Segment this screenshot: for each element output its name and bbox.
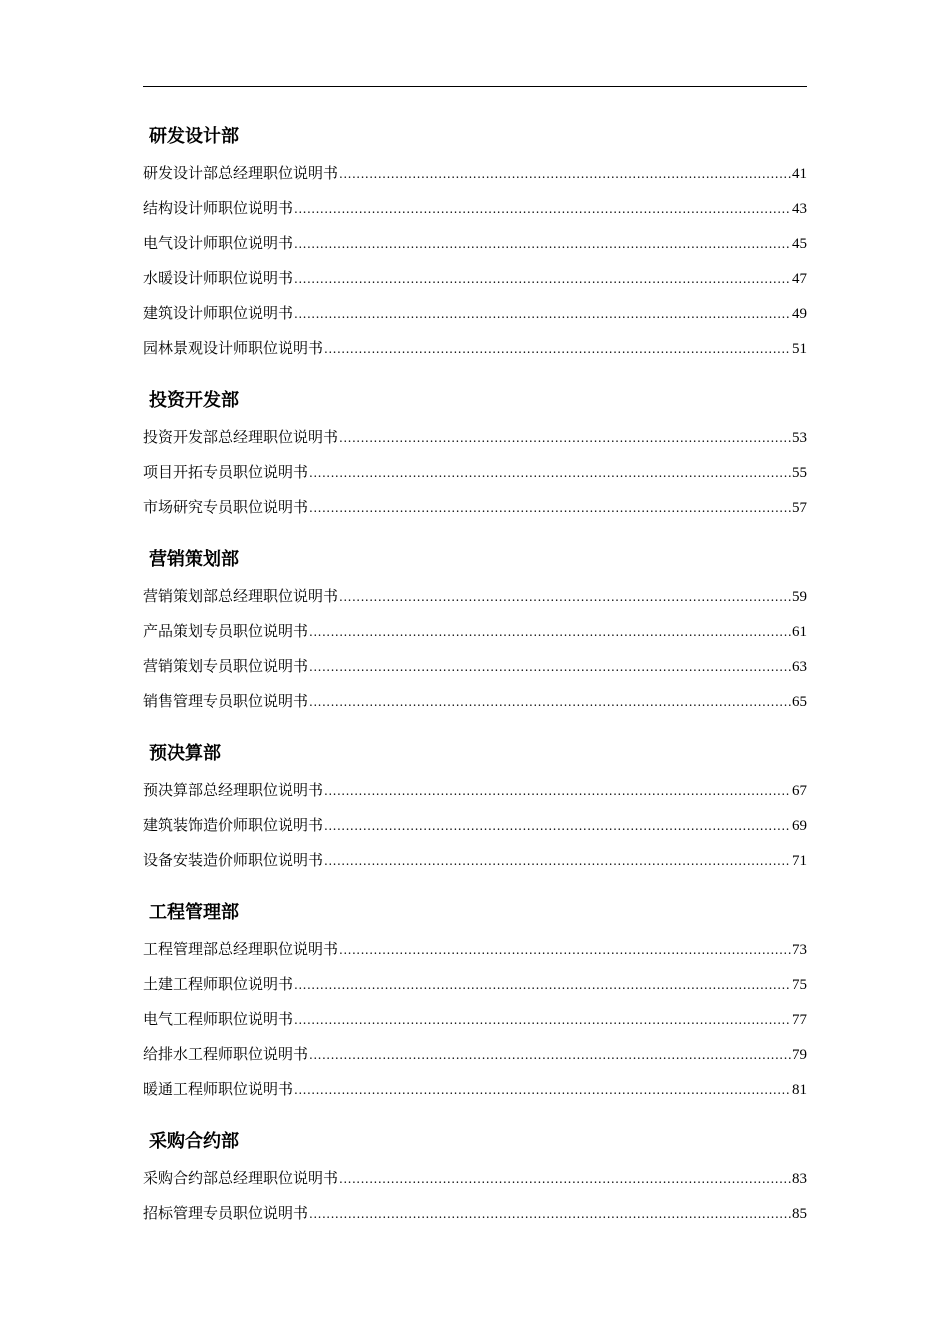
toc-section bbox=[143, 382, 807, 525]
toc-section bbox=[143, 1123, 807, 1231]
dot-leader bbox=[309, 1197, 791, 1232]
toc-entry[interactable] bbox=[143, 261, 807, 296]
toc-entry[interactable] bbox=[143, 684, 807, 719]
toc-entry-label: 采购合约部总经理职位说明书 bbox=[143, 1169, 339, 1187]
dot-leader bbox=[309, 1038, 791, 1073]
dot-leader bbox=[309, 456, 791, 491]
toc-entry-page-number: 51 bbox=[792, 341, 807, 357]
dot-leader bbox=[294, 262, 791, 297]
toc-entry-page-number: 47 bbox=[792, 271, 807, 287]
dot-leader bbox=[294, 227, 791, 262]
toc-entry[interactable] bbox=[143, 226, 807, 261]
toc-section bbox=[143, 118, 807, 366]
toc-entry-label: 设备安装造价师职位说明书 bbox=[143, 851, 324, 869]
dot-leader bbox=[324, 844, 791, 879]
toc-entry-page-number: 43 bbox=[792, 201, 807, 217]
toc-entry-label: 投资开发部总经理职位说明书 bbox=[143, 428, 339, 446]
toc-entry-page-number: 67 bbox=[792, 783, 807, 799]
toc-entry-page-number: 59 bbox=[792, 589, 807, 605]
toc-entry[interactable] bbox=[143, 1072, 807, 1107]
section-heading: 研发设计部 bbox=[149, 126, 239, 147]
toc-entry-label: 暖通工程师职位说明书 bbox=[143, 1080, 294, 1098]
toc-entry-label: 研发设计部总经理职位说明书 bbox=[143, 164, 339, 182]
toc-entry-label: 预决算部总经理职位说明书 bbox=[143, 781, 324, 799]
toc-entry[interactable] bbox=[143, 1037, 807, 1072]
toc-entry-page-number: 81 bbox=[792, 1082, 807, 1098]
header-rule bbox=[143, 86, 807, 87]
toc-entry[interactable] bbox=[143, 843, 807, 878]
toc-entry-page-number: 79 bbox=[792, 1047, 807, 1063]
toc-entry-page-number: 69 bbox=[792, 818, 807, 834]
toc-entry[interactable] bbox=[143, 490, 807, 525]
toc-entry[interactable] bbox=[143, 455, 807, 490]
toc-entry-label: 销售管理专员职位说明书 bbox=[143, 692, 309, 710]
toc-entry-label: 园林景观设计师职位说明书 bbox=[143, 339, 324, 357]
dot-leader bbox=[339, 1162, 791, 1197]
toc-entry-page-number: 41 bbox=[792, 166, 807, 182]
toc-entry-label: 土建工程师职位说明书 bbox=[143, 975, 294, 993]
toc-entry[interactable] bbox=[143, 808, 807, 843]
dot-leader bbox=[309, 615, 791, 650]
dot-leader bbox=[294, 192, 791, 227]
dot-leader bbox=[339, 421, 791, 456]
toc-entry[interactable] bbox=[143, 1196, 807, 1231]
toc-section bbox=[143, 735, 807, 878]
dot-leader bbox=[324, 332, 791, 367]
toc-entry-page-number: 57 bbox=[792, 500, 807, 516]
section-heading: 投资开发部 bbox=[149, 390, 239, 411]
toc-entry-label: 水暖设计师职位说明书 bbox=[143, 269, 294, 287]
toc-entry-label: 市场研究专员职位说明书 bbox=[143, 498, 309, 516]
toc-entry[interactable] bbox=[143, 296, 807, 331]
toc-entry-label: 电气工程师职位说明书 bbox=[143, 1010, 294, 1028]
toc-entry-label: 建筑设计师职位说明书 bbox=[143, 304, 294, 322]
dot-leader bbox=[294, 297, 791, 332]
dot-leader bbox=[309, 491, 791, 526]
toc-entry-page-number: 63 bbox=[792, 659, 807, 675]
toc-entry[interactable] bbox=[143, 1161, 807, 1196]
toc-entry[interactable] bbox=[143, 191, 807, 226]
toc-entry[interactable] bbox=[143, 331, 807, 366]
toc-entry-page-number: 49 bbox=[792, 306, 807, 322]
toc-entry-page-number: 55 bbox=[792, 465, 807, 481]
toc-entry-page-number: 73 bbox=[792, 942, 807, 958]
section-heading: 营销策划部 bbox=[149, 549, 239, 570]
toc-entry-page-number: 77 bbox=[792, 1012, 807, 1028]
toc-section bbox=[143, 894, 807, 1107]
toc-entry-page-number: 75 bbox=[792, 977, 807, 993]
toc-entry[interactable] bbox=[143, 1002, 807, 1037]
toc-entry-label: 电气设计师职位说明书 bbox=[143, 234, 294, 252]
dot-leader bbox=[324, 809, 791, 844]
toc-entry-page-number: 83 bbox=[792, 1171, 807, 1187]
toc-section bbox=[143, 541, 807, 719]
toc-entry[interactable] bbox=[143, 967, 807, 1002]
toc-entry-label: 产品策划专员职位说明书 bbox=[143, 622, 309, 640]
toc-entry[interactable] bbox=[143, 156, 807, 191]
toc-entry[interactable] bbox=[143, 614, 807, 649]
dot-leader bbox=[339, 580, 791, 615]
toc-entry-label: 项目开拓专员职位说明书 bbox=[143, 463, 309, 481]
toc-entry-label: 工程管理部总经理职位说明书 bbox=[143, 940, 339, 958]
toc-entry-label: 营销策划专员职位说明书 bbox=[143, 657, 309, 675]
dot-leader bbox=[294, 968, 791, 1003]
toc-entry-label: 营销策划部总经理职位说明书 bbox=[143, 587, 339, 605]
toc-entry-label: 招标管理专员职位说明书 bbox=[143, 1204, 309, 1222]
toc-entry[interactable] bbox=[143, 579, 807, 614]
section-heading: 工程管理部 bbox=[149, 902, 239, 923]
toc-entry-label: 建筑装饰造价师职位说明书 bbox=[143, 816, 324, 834]
toc-entry-page-number: 71 bbox=[792, 853, 807, 869]
toc-entry-page-number: 85 bbox=[792, 1206, 807, 1222]
toc-entry[interactable] bbox=[143, 932, 807, 967]
toc-entry-page-number: 61 bbox=[792, 624, 807, 640]
dot-leader bbox=[309, 685, 791, 720]
toc-entry-page-number: 45 bbox=[792, 236, 807, 252]
toc-entry-page-number: 53 bbox=[792, 430, 807, 446]
toc-entry[interactable] bbox=[143, 420, 807, 455]
dot-leader bbox=[324, 774, 791, 809]
dot-leader bbox=[294, 1003, 791, 1038]
dot-leader bbox=[339, 157, 791, 192]
toc-entry-label: 给排水工程师职位说明书 bbox=[143, 1045, 309, 1063]
toc-entry-label: 结构设计师职位说明书 bbox=[143, 199, 294, 217]
dot-leader bbox=[339, 933, 791, 968]
toc-entry[interactable] bbox=[143, 649, 807, 684]
toc-entry[interactable] bbox=[143, 773, 807, 808]
dot-leader bbox=[309, 650, 791, 685]
section-heading: 预决算部 bbox=[149, 743, 221, 764]
table-of-contents bbox=[143, 118, 807, 1231]
section-heading: 采购合约部 bbox=[149, 1131, 239, 1152]
toc-entry-page-number: 65 bbox=[792, 694, 807, 710]
dot-leader bbox=[294, 1073, 791, 1108]
